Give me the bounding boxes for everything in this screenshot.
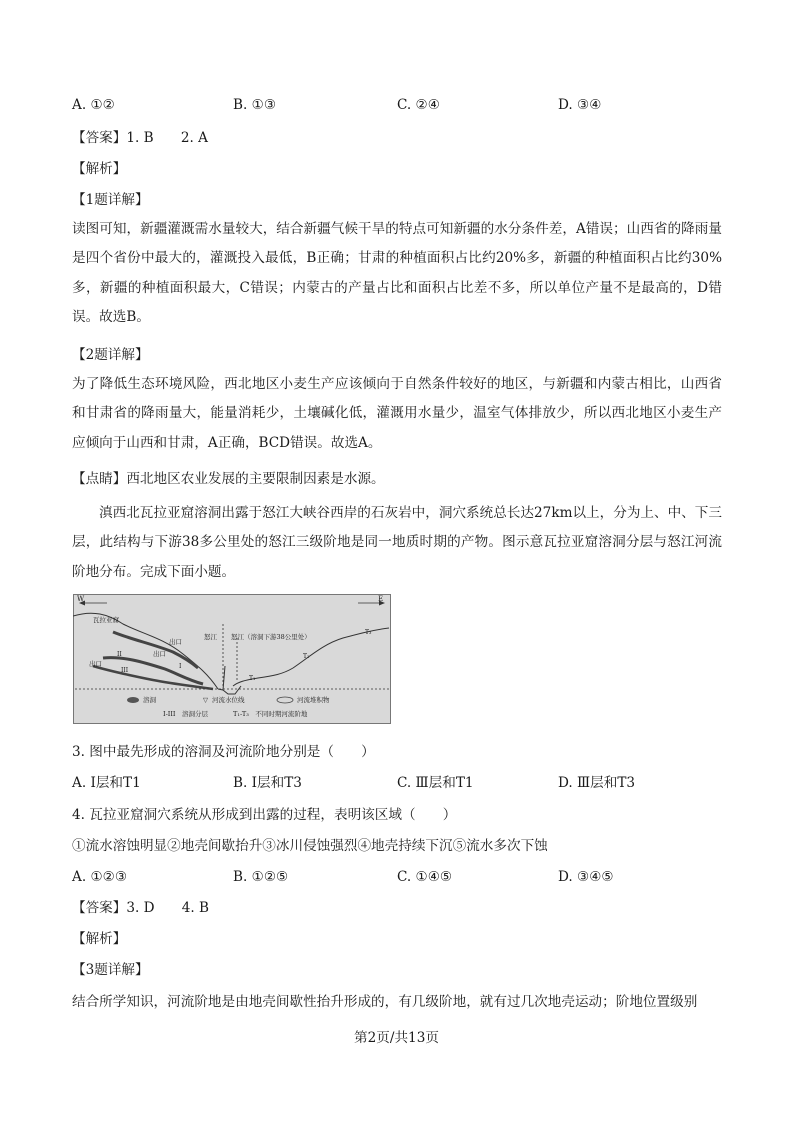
answer-label: 【答案】: [72, 900, 127, 916]
q4-option-d: D. ③④⑤: [558, 869, 614, 885]
prev-option-a: A. ①②: [72, 97, 115, 113]
page-footer: 第2页/共13页: [354, 1030, 439, 1046]
detail-title-3: 【3题详解】: [72, 962, 149, 978]
analysis-label-2: 【解析】: [72, 931, 127, 947]
q4-option-a: A. ①②③: [72, 869, 128, 885]
west-label: W: [77, 595, 85, 603]
detail-text-3: 结合所学知识，河流阶地是由地壳间歇性抬升形成的，有几级阶地，就有过几次地壳运动；阶地位置级别: [72, 994, 698, 1010]
terrace-label-t3: T₃: [365, 629, 372, 636]
answer-text: 1. B 2. A: [126, 130, 208, 146]
prev-option-c: C. ②④: [397, 97, 440, 113]
east-label: E: [378, 595, 384, 603]
legend-water-label: 河流水位线: [212, 696, 245, 704]
answer-label: 【答案】: [72, 130, 127, 146]
legend-deposit-label: 河流堆积物: [297, 696, 330, 704]
exit-label-3: 出口: [89, 660, 102, 668]
question-3-stem: 3. 图中最先形成的溶洞及河流阶地分别是（ ）: [72, 744, 375, 760]
analysis-label-1: 【解析】: [72, 161, 127, 177]
question-4-items: ①流水溶蚀明显②地壳间歇抬升③冰川侵蚀强烈④地壳持续下沉⑤流水多次下蚀: [72, 838, 548, 854]
legend-cave-symbol: [127, 697, 139, 703]
cave-terrace-figure: [73, 594, 391, 724]
dianjing-label: 【点睛】: [72, 471, 127, 487]
legend-cave-label: 溶洞: [143, 696, 156, 704]
exit-label-1: 出口: [169, 638, 182, 646]
answer-block-2: [72, 899, 209, 917]
prev-option-d: D. ③④: [558, 97, 602, 113]
river-label: 怒江: [204, 633, 217, 641]
detail-text-1: 读图可知，新疆灌溉需水量较大，结合新疆气候干旱的特点可知新疆的水分条件差，A错误；山西省的降雨量是四个省份中最大的，灌溉投入最低，B正确；甘肃的种植面积占比约20%多，新疆的种植面积占比约30%多，新疆的种植面积最大，C错误；内蒙古的产量占比和面积占比差不多，所以单位产量不是最高的，D错误。故选B。: [72, 221, 722, 326]
legend-layers-label: I-III 溶洞分层: [163, 710, 208, 718]
detail-title-2: 【2题详解】: [72, 347, 149, 363]
layer-label-2: II: [117, 651, 122, 658]
exit-label-2: 出口: [153, 650, 166, 658]
answer-text: 3. D 4. B: [126, 900, 210, 916]
q4-option-b: B. ①②⑤: [233, 869, 289, 885]
prev-option-b: B. ①③: [233, 97, 277, 113]
cave-name-label: 瓦拉亚窟: [93, 616, 119, 624]
detail-title-1: 【1题详解】: [72, 192, 149, 208]
question-4-stem: 4. 瓦拉亚窟洞穴系统从形成到出露的过程，表明该区域（ ）: [72, 807, 457, 823]
river-downstream-label: 怒江（溶洞下游38公里处）: [231, 633, 311, 641]
question-intro: 滇西北瓦拉亚窟溶洞出露于怒江大峡谷西岸的石灰岩中，洞穴系统总长达27km以上，分为上、中、下三层，此结构与下游38多公里处的怒江三级阶地是同一地质时期的产物。图示意瓦拉亚窟溶洞分层与怒江河流阶地分布。完成下面小题。: [72, 505, 722, 580]
q3-option-d: D. Ⅲ层和T3: [558, 775, 636, 791]
terrace-label-t1: T₁: [249, 675, 256, 682]
dianjing-text: 西北地区农业发展的主要限制因素是水源。: [126, 471, 385, 487]
q3-option-b: B. Ⅰ层和T3: [233, 775, 302, 791]
legend-water-symbol: ▽: [203, 696, 208, 704]
q3-option-a: A. Ⅰ层和T1: [72, 775, 141, 791]
layer-label-3: III: [121, 667, 129, 674]
dianjing-block: [72, 470, 385, 488]
q4-option-c: C. ①④⑤: [397, 869, 453, 885]
detail-text-2: 为了降低生态环境风险，西北地区小麦生产应该倾向于自然条件较好的地区，与新疆和内蒙古相比，山西省和甘肃省的降雨量大，能量消耗少，土壤碱化低，灌溉用水量少，温室气体排放少，所以西北地区小麦生产应倾向于山西和甘肃，A正确，BCD错误。故选A。: [72, 376, 722, 451]
layer-label-1: I: [179, 663, 182, 670]
legend-terrace-label: T₁-T₃ 不同时期河流阶地: [233, 710, 308, 718]
answer-block-1: [72, 129, 208, 147]
q3-option-c: C. Ⅲ层和T1: [397, 775, 474, 791]
terrace-label-t2: T₂: [303, 653, 310, 660]
